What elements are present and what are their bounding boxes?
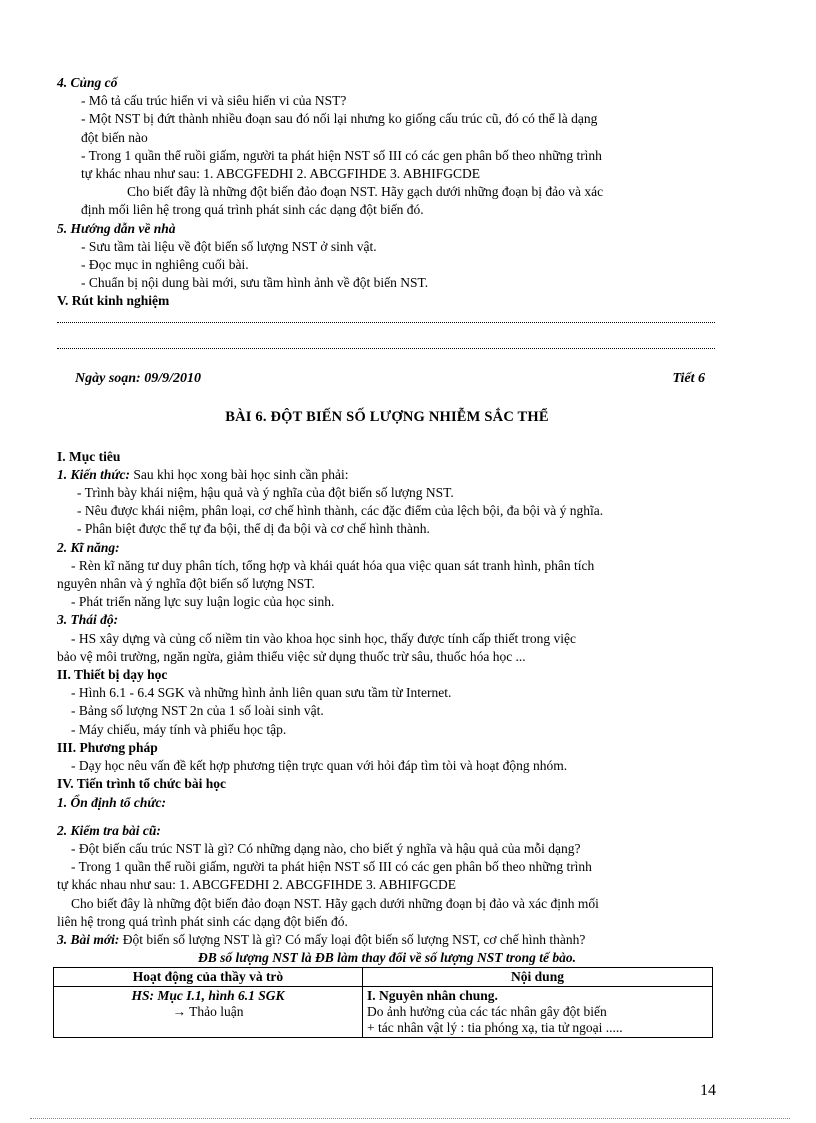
text-line: nguyên nhân và ý nghĩa đột biến số lượng NST.	[57, 576, 315, 592]
table-row	[54, 987, 713, 1038]
activity-table	[53, 967, 713, 1038]
section-heading: II. Thiết bị dạy học	[57, 667, 168, 683]
section-heading: V. Rút kinh nghiệm	[57, 293, 170, 309]
text-line: - Đột biến cấu trúc NST là gì? Có những dạng nào, cho biết ý nghĩa và hậu quả của mỗi dạng?	[71, 840, 581, 856]
lesson-date: Ngày soạn: 09/9/2010	[75, 370, 201, 386]
bai-moi-line	[57, 931, 717, 949]
definition-line: ĐB số lượng NST là ĐB làm thay đổi về số lượng NST trong tế bào.	[198, 950, 576, 966]
subsection-label: 2. Kiểm tra bài cũ:	[57, 822, 161, 838]
text-line: - Bảng số lượng NST 2n của 1 số loài sinh vật.	[71, 703, 324, 719]
table-cell	[363, 987, 713, 1038]
bai-moi-text: Đột biến số lượng NST là gì? Có mấy loại đột biến số lượng NST, cơ chế hình thành?	[119, 931, 586, 947]
text-line: - Máy chiếu, máy tính và phiếu học tập.	[71, 721, 287, 737]
subsection-kien-thuc	[57, 466, 717, 484]
section-heading: III. Phương pháp	[57, 739, 158, 755]
cell-title: I. Nguyên nhân chung.	[367, 988, 498, 1004]
text-line: tự khác nhau như sau: 1. ABCGFEDHI 2. ABCGFIHDE 3. ABHIFGCDE	[57, 877, 457, 893]
text-line: - Hình 6.1 - 6.4 SGK và những hình ảnh liên quan sưu tầm từ Internet.	[71, 685, 452, 701]
lesson-period: Tiết 6	[672, 370, 705, 386]
section-heading: IV. Tiến trình tổ chức bài học	[57, 776, 227, 792]
text-line: bảo vệ môi trường, ngăn ngừa, giảm thiểu việc sử dụng thuốc trừ sâu, thuốc hóa học ...	[57, 648, 526, 664]
text-line: định mối liên hệ trong quá trình phát sinh các dạng đột biến đó.	[81, 202, 424, 218]
section-heading: 5. Hướng dẫn về nhà	[57, 220, 176, 236]
section-heading: I. Mục tiêu	[57, 448, 121, 464]
footer-dotted-line	[30, 1118, 790, 1119]
text-line: Cho biết đây là những đột biến đảo đoạn NST. Hãy gạch dưới những đoạn bị đảo và xác định mối	[71, 895, 599, 911]
text-line: - Trong 1 quần thể ruồi giấm, người ta phát hiện NST số III có các gen phân bố theo những trình	[81, 147, 602, 163]
text-line: - Đọc mục in nghiêng cuối bài.	[81, 257, 249, 273]
text-line: - Trong 1 quần thể ruồi giấm, người ta phát hiện NST số III có các gen phân bố theo những trình	[71, 859, 592, 875]
page-number: 14	[700, 1082, 716, 1099]
text-line: tự khác nhau như sau: 1. ABCGFEDHI 2. ABCGFIHDE 3. ABHIFGCDE	[81, 166, 481, 182]
lesson-header	[57, 371, 717, 387]
text-line: - Nêu được khái niệm, phân loại, cơ chế hình thành, các đặc điểm của lệch bội, đa bội và ý nghĩa.	[77, 503, 604, 519]
table-header-cell: Nội dung	[363, 968, 713, 987]
table-cell	[54, 987, 363, 1038]
text-line: - Phân biệt được thể tự đa bội, thể dị đa bội và cơ chế hình thành.	[77, 521, 430, 537]
text-line: - Chuẩn bị nội dung bài mới, sưu tầm hình ảnh về đột biến NST.	[81, 275, 429, 291]
subsection-label: 3. Thái độ:	[57, 612, 119, 628]
table-header-cell: Hoạt động của thầy và trò	[54, 968, 363, 987]
subsection-label: 2. Kĩ năng:	[57, 539, 120, 555]
subsection-intro: Sau khi học xong bài học sinh cần phải:	[129, 466, 349, 482]
text-line: liên hệ trong quá trình phát sinh các dạng đột biến đó.	[57, 913, 348, 929]
text-line: - Rèn kĩ năng tư duy phân tích, tổng hợp và khái quát hóa qua việc quan sát tranh hình, phân tích	[71, 557, 595, 573]
text-line: - Trình bày khái niệm, hậu quả và ý nghĩa của đột biến số lượng NST.	[77, 485, 454, 501]
text-line: - HS xây dựng và củng cố niềm tin vào khoa học sinh học, thấy được tính cấp thiết trong việc	[71, 630, 577, 646]
text-line: - Mô tả cấu trúc hiển vi và siêu hiển vi của NST?	[81, 93, 347, 109]
section-heading: 4. Củng cố	[57, 75, 118, 90]
cell-text: → Thảo luận	[172, 1004, 244, 1020]
text-line: - Sưu tầm tài liệu về đột biến số lượng NST ở sinh vật.	[81, 238, 377, 254]
subsection-label: 3. Bài mới:	[57, 931, 120, 947]
document-page	[57, 74, 717, 1038]
cell-text: Do ảnh hưởng của các tác nhân gây đột biến	[367, 1004, 607, 1020]
text-line: Cho biết đây là những đột biến đảo đoạn NST. Hãy gạch dưới những đoạn bị đảo và xác	[127, 184, 604, 200]
cell-text: + tác nhân vật lý : tia phóng xạ, tia tử ngoại .....	[367, 1020, 623, 1036]
subsection-label: 1. Kiến thức:	[57, 466, 130, 482]
table-header-row	[54, 968, 713, 987]
text-line: - Dạy học nêu vấn đề kết hợp phương tiện trực quan với hỏi đáp tìm tòi và hoạt động nhóm.	[71, 758, 568, 774]
dotted-line	[57, 311, 715, 323]
text-line: đột biến nào	[81, 129, 148, 145]
cell-title: HS: Mục I.1, hình 6.1 SGK	[131, 988, 285, 1004]
lesson-title: BÀI 6. ĐỘT BIẾN SỐ LƯỢNG NHIỄM SẮC THỂ	[225, 408, 549, 425]
dotted-line	[57, 337, 715, 349]
text-line: - Phát triển năng lực suy luận logic của học sinh.	[71, 594, 335, 610]
subsection-label: 1. Ổn định tổ chức:	[57, 794, 166, 810]
text-line: - Một NST bị đứt thành nhiều đoạn sau đó nối lại nhưng ko giống cấu trúc cũ, đó có thể là dạng	[81, 111, 598, 127]
